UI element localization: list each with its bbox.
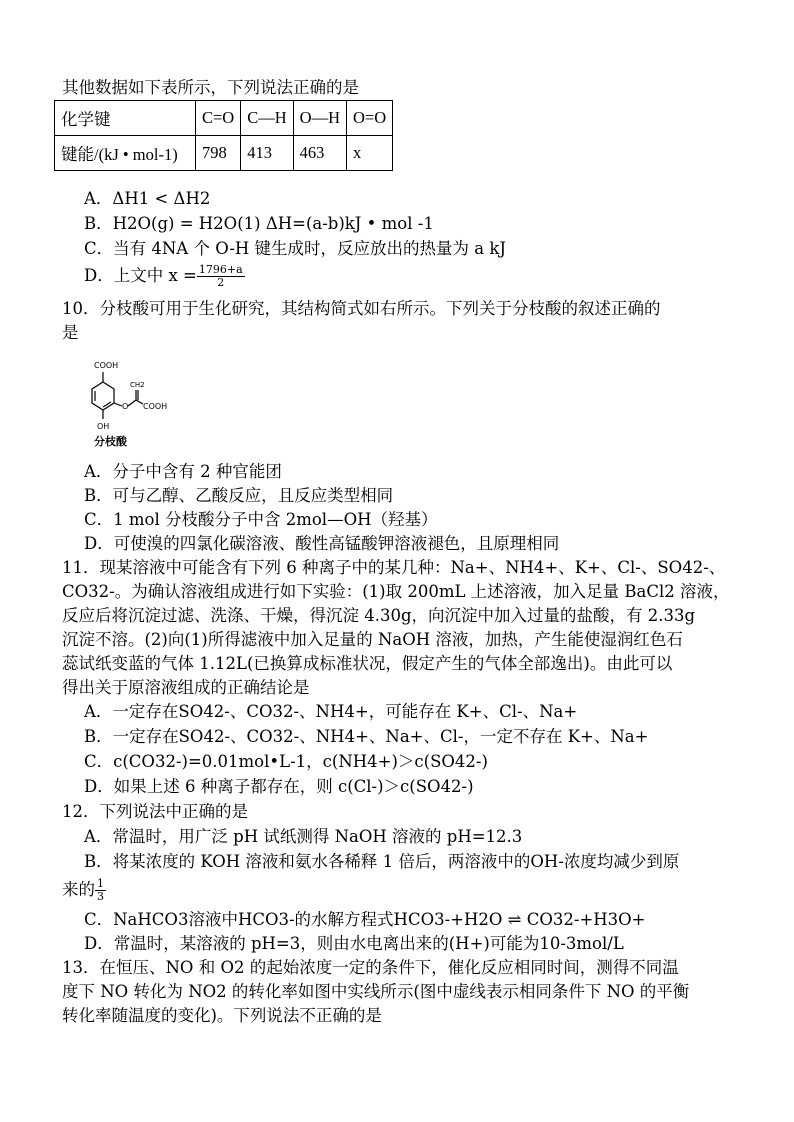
q12-option-b-line1: B．将某浓度的 KOH 溶液和氨水各稀释 1 倍后，两溶液中的OH-浓度均减少到原 xyxy=(84,852,680,871)
q12-option-c: C．NaHCO3溶液中HCO3-的水解方程式HCO3-+H2O ⇌ CO32-+H3O+ xyxy=(84,910,646,929)
table-cell: O=O xyxy=(347,101,393,136)
q12-stem: 12．下列说法中正确的是 xyxy=(62,802,248,821)
q11-option-c: C．c(CO32-)=0.01mol•L-1，c(NH4+)＞c(SO42-) xyxy=(84,752,488,771)
label-cooh-side: COOH xyxy=(143,402,168,411)
q9-option-a: A．ΔH1 < ΔH2 xyxy=(84,189,211,208)
q11-line3: 反应后将沉淀过滤、洗涤、干燥，得沉淀 4.30g，向沉淀中加入过量的盐酸，有 2.33g xyxy=(62,606,696,625)
table-cell: C—H xyxy=(241,101,293,136)
fraction-numerator: 1 xyxy=(97,877,104,890)
q9-option-d xyxy=(84,264,245,289)
q10-option-a: A．分子中含有 2 种官能团 xyxy=(84,462,282,481)
q11-line4: 沉淀不溶。(2)向(1)所得滤液中加入足量的 NaOH 溶液，加热，产生能使湿润红色石 xyxy=(62,630,683,649)
q10-option-d: D．可使溴的四氯化碳溶液、酸性高锰酸钾溶液褪色，且原理相同 xyxy=(84,534,560,553)
table-cell: C=O xyxy=(196,101,241,136)
q12-option-b-text: 来的 xyxy=(62,880,95,899)
q10-option-b: B．可与乙醇、乙酸反应，且反应类型相同 xyxy=(84,486,394,505)
table-cell: O—H xyxy=(293,101,346,136)
q10-stem-line2: 是 xyxy=(62,323,79,342)
fraction xyxy=(95,878,106,903)
q11-line2: CO32-。为确认溶液组成进行如下实验：(1)取 200mL 上述溶液，加入足量 BaCl2 溶液， xyxy=(62,582,730,601)
label-ch2: CH2 xyxy=(130,381,145,389)
q11-line5: 蕊试纸变蓝的气体 1.12L(已换算成标准状况，假定产生的气体全部逸出)。由此可以 xyxy=(62,654,673,673)
label-oh: OH xyxy=(97,422,110,431)
q10-option-c: C．1 mol 分枝酸分子中含 2mol—OH（羟基） xyxy=(84,510,438,529)
table-cell: 化学键 xyxy=(55,101,196,136)
fraction-denominator: 3 xyxy=(97,890,104,903)
table-header-row xyxy=(55,101,393,136)
fraction-denominator: 2 xyxy=(217,276,225,289)
table-cell: 键能/(kJ • mol-1) xyxy=(55,136,196,171)
q12-option-d: D．常温时，某溶液的 pH=3，则由水电离出来的(H+)可能为10-3mol/L xyxy=(84,934,624,953)
molecule-diagram xyxy=(80,356,190,434)
q9-option-b: B．H2O(g) = H2O(1) ΔH=(a-b)kJ • mol -1 xyxy=(84,214,434,233)
q11-option-a: A．一定存在SO42-、CO32-、NH4+，可能存在 K+、Cl-、Na+ xyxy=(84,702,578,721)
bond-energy-table xyxy=(54,100,393,171)
table-cell: x xyxy=(347,136,393,171)
fraction xyxy=(197,264,245,289)
q12-option-a: A．常温时，用广泛 pH 试纸测得 NaOH 溶液的 pH=12.3 xyxy=(84,827,523,846)
q11-line6: 得出关于原溶液组成的正确结论是 xyxy=(62,678,310,697)
table-row xyxy=(55,136,393,171)
q13-line3: 转化率随温度的变化)。下列说法不正确的是 xyxy=(62,1006,382,1025)
intro-text: 其他数据如下表所示，下列说法正确的是 xyxy=(62,78,359,97)
table-cell: 463 xyxy=(293,136,346,171)
q11-option-d: D．如果上述 6 种离子都存在，则 c(Cl-)＞c(SO42-) xyxy=(84,777,474,796)
q11-option-b: B．一定存在SO42-、CO32-、NH4+、Na+、Cl-，一定不存在 K+、Na+ xyxy=(84,727,649,746)
q9-option-d-prefix: D．上文中 x = xyxy=(84,266,197,285)
table-cell: 413 xyxy=(241,136,293,171)
q10-stem-line1: 10．分枝酸可用于生化研究，其结构简式如右所示。下列关于分枝酸的叙述正确的 xyxy=(62,299,661,318)
q13-line2: 度下 NO 转化为 NO2 的转化率如图中实线所示(图中虚线表示相同条件下 NO 的平衡 xyxy=(62,982,690,1001)
q13-line1: 13．在恒压、NO 和 O2 的起始浓度一定的条件下，催化反应相同时间，测得不同温 xyxy=(62,958,679,977)
label-o: O xyxy=(122,402,129,411)
q12-option-b-line2 xyxy=(62,878,106,903)
label-cooh-top: COOH xyxy=(94,361,119,370)
q9-option-c: C．当有 4NA 个 O-H 键生成时，反应放出的热量为 a kJ xyxy=(84,239,506,258)
table-cell: 798 xyxy=(196,136,241,171)
fraction-numerator: 1796+a xyxy=(198,263,243,276)
q11-line1: 11．现某溶液中可能含有下列 6 种离子中的某几种：Na+、NH4+、K+、Cl-、SO42-、 xyxy=(62,558,726,577)
figure-caption: 分枝酸 xyxy=(94,435,127,448)
